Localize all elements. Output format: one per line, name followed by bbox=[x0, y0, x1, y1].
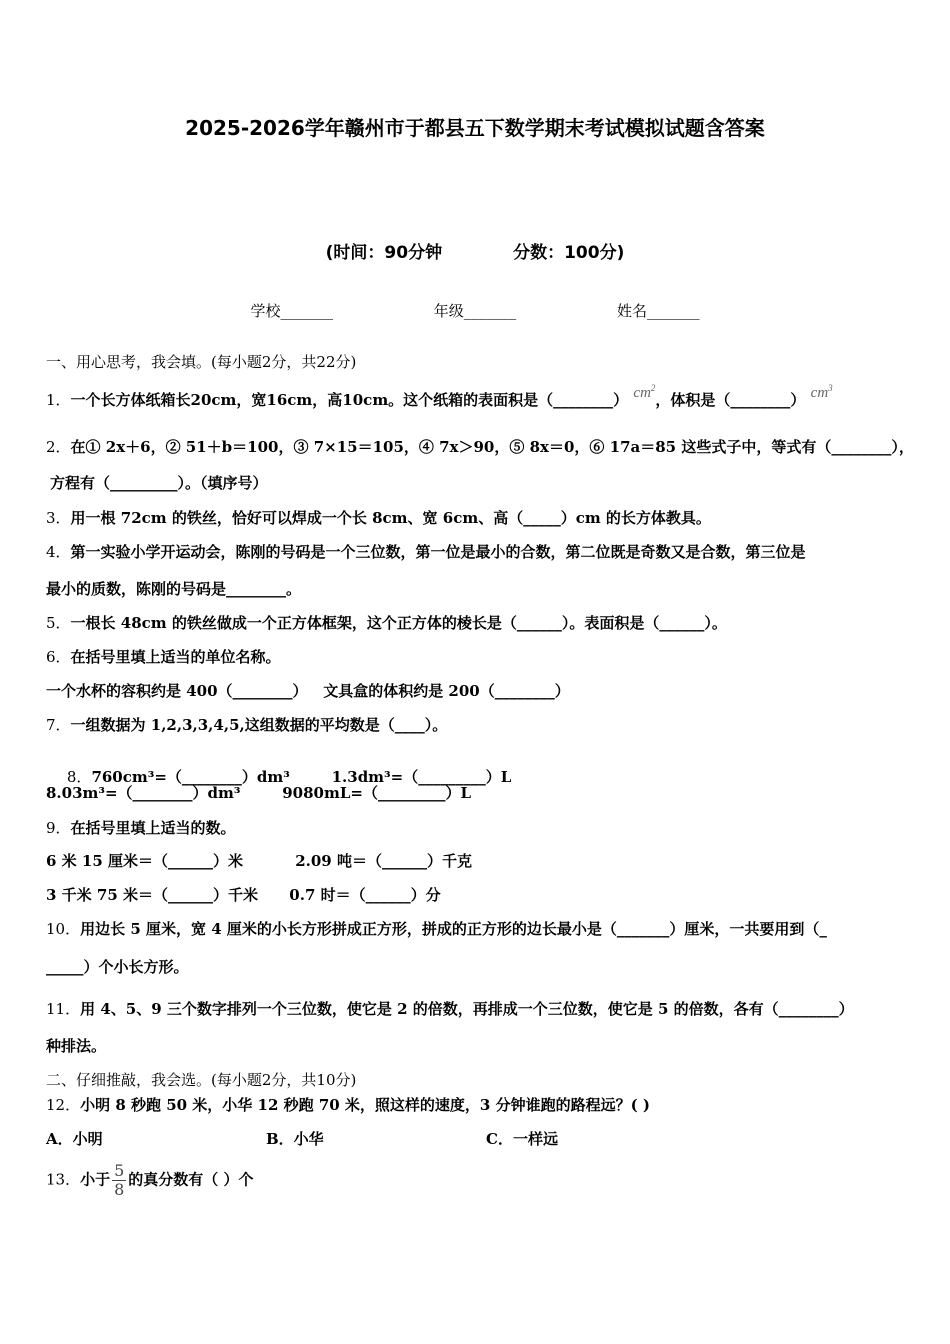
question-1 bbox=[46, 383, 833, 410]
question-10 bbox=[46, 918, 827, 939]
name-field[interactable]: 姓名_______ bbox=[617, 302, 700, 320]
question-11 bbox=[46, 998, 854, 1019]
section-1-heading: 一、用心思考，我会填。(每小题2分，共22分) bbox=[46, 353, 357, 371]
question-4 bbox=[46, 541, 806, 562]
question-6-items: 一个水杯的容积约是 400（________） 文具盒的体积约是 200（________） bbox=[46, 682, 570, 700]
question-text: 用一根 72cm 的铁丝，恰好可以焊成一个长 8cm、宽 6cm、高（_____）cm 的长方体教具。 bbox=[70, 509, 711, 527]
section-2-heading: 二、仔细推敲，我会选。(每小题2分，共10分) bbox=[46, 1071, 357, 1089]
question-text: 在括号里填上适当的数。 bbox=[70, 819, 236, 837]
question-4-continued: 最小的质数，陈刚的号码是________。 bbox=[46, 580, 302, 598]
question-number: 11． bbox=[46, 1000, 81, 1018]
student-info-fields bbox=[0, 300, 950, 321]
question-number: 3． bbox=[46, 509, 71, 527]
question-text: 在① 2x＋6，② 51＋b＝100，③ 7×15＝105，④ 7x＞90，⑤ 8x＝0，⑥ 17a＝85 这些式子中，等式有（________）， bbox=[70, 438, 914, 456]
question-text: 用边长 5 厘米，宽 4 厘米的小长方形拼成正方形，拼成的正方形的边长最小是（_______）厘米，一共要用到（_ bbox=[80, 920, 827, 938]
question-number: 4． bbox=[46, 543, 71, 561]
exam-subtitle: (时间：90分钟 分数：100分) bbox=[325, 243, 625, 263]
fraction: $\frac{5}{8}$ bbox=[114, 1161, 125, 1199]
question-3 bbox=[46, 507, 711, 528]
question-10-continued: _____）个小长方形。 bbox=[46, 958, 189, 976]
question-text: 用 4、5、9 三个数字排列一个三位数，使它是 2 的倍数，再排成一个三位数，使它是 5 的倍数，各有（________） bbox=[80, 1000, 854, 1018]
question-number: 6． bbox=[46, 648, 71, 666]
question-5 bbox=[46, 612, 727, 633]
question-text: 在括号里填上适当的单位名称。 bbox=[70, 648, 281, 666]
question-12 bbox=[46, 1094, 650, 1115]
question-text: 小于 bbox=[80, 1170, 111, 1189]
option-a[interactable]: A．小明 bbox=[46, 1130, 103, 1148]
question-text: 760cm³=（________）dm³ 1.3dm³=（_________）L bbox=[91, 768, 512, 786]
question-number: 12． bbox=[46, 1096, 81, 1114]
question-number: 9． bbox=[46, 819, 71, 837]
question-text: 的真分数有（ ）个 bbox=[128, 1170, 254, 1189]
question-text: 一根长 48cm 的铁丝做成一个正方体框架，这个正方体的棱长是（______）。表面积是（______）。 bbox=[70, 614, 727, 632]
unit-label: $cm^3$ bbox=[810, 383, 833, 401]
question-2 bbox=[46, 436, 914, 457]
question-text: 小明 8 秒跑 50 米，小华 12 秒跑 70 米，照这样的速度，3 分钟谁跑的路程远？( ) bbox=[80, 1096, 651, 1114]
question-6 bbox=[46, 646, 281, 667]
page-title: 2025-2026学年赣州市于都县五下数学期末考试模拟试题含答案 bbox=[185, 116, 765, 140]
question-text: 一组数据为 1,2,3,3,4,5,这组数据的平均数是（____）。 bbox=[70, 716, 448, 734]
question-number: 8． bbox=[66, 768, 92, 786]
question-11-continued: 种排法。 bbox=[46, 1037, 107, 1055]
question-9 bbox=[46, 817, 236, 838]
option-c[interactable]: C．一样远 bbox=[486, 1130, 558, 1148]
question-text: ，体积是（________） bbox=[655, 391, 806, 409]
question-8-continued: 8.03m³=（________）dm³ 9080mL=（_________）L bbox=[46, 784, 472, 802]
question-number: 1． bbox=[46, 391, 71, 409]
question-9-row-2: 3 千米 75 米＝（______）千米 0.7 时＝（______）分 bbox=[46, 886, 441, 904]
question-9-row-1: 6 米 15 厘米＝（______）米 2.09 吨＝（______）千克 bbox=[46, 852, 472, 870]
question-number: 10． bbox=[46, 920, 81, 938]
question-text: 第一实验小学开运动会，陈刚的号码是一个三位数，第一位是最小的合数，第二位既是奇数又是合数，第三位是 bbox=[70, 543, 806, 561]
question-number: 13． bbox=[46, 1170, 81, 1189]
question-12-options bbox=[46, 1128, 706, 1149]
question-text: 一个长方体纸箱长20cm，宽16cm，高10cm。这个纸箱的表面积是（________） bbox=[70, 391, 629, 409]
question-number: 7． bbox=[46, 716, 71, 734]
unit-label: $cm^2$ bbox=[633, 383, 656, 401]
school-field[interactable]: 学校_______ bbox=[250, 302, 333, 320]
question-7 bbox=[46, 714, 447, 735]
grade-field[interactable]: 年级_______ bbox=[433, 302, 517, 320]
question-13 bbox=[46, 1162, 254, 1199]
question-number: 2． bbox=[46, 438, 71, 456]
option-b[interactable]: B．小华 bbox=[266, 1130, 324, 1148]
question-2-continued: 方程有（_________）。（填序号） bbox=[50, 474, 268, 492]
question-number: 5． bbox=[46, 614, 71, 632]
